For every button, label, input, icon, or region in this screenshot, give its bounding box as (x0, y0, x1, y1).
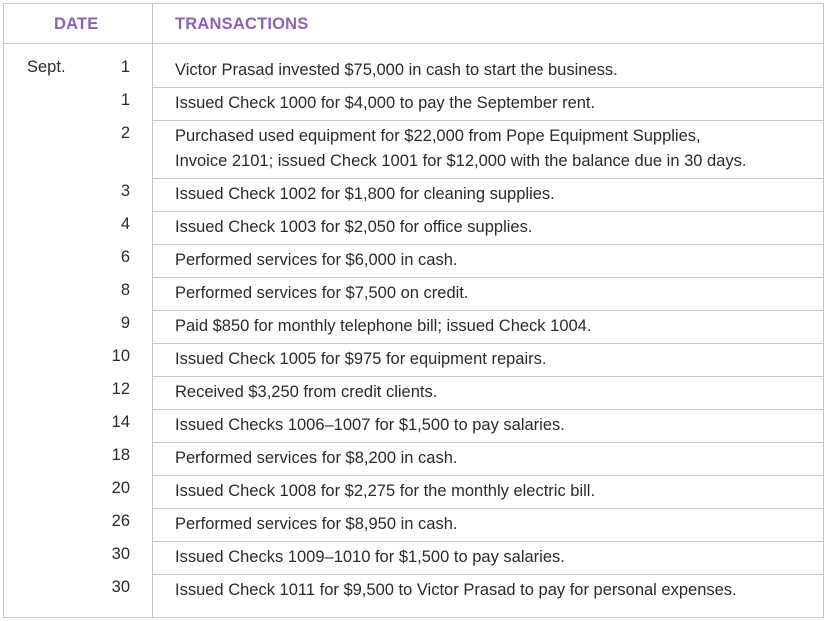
row-divider (152, 178, 823, 179)
row-day: 26 (111, 512, 130, 530)
row-description: Issued Check 1003 for $2,050 for office supplies. (175, 218, 533, 236)
row-description: Issued Checks 1006–1007 for $1,500 to pay salaries. (175, 416, 565, 434)
month-label: Sept. (27, 58, 66, 76)
row-divider (152, 277, 823, 278)
transactions-column-header: TRANSACTIONS (175, 15, 309, 33)
row-day: 9 (120, 314, 130, 332)
row-description: Issued Check 1011 for $9,500 to Victor Prasad to pay for personal expenses. (175, 581, 737, 599)
date-column-header: DATE (54, 15, 99, 33)
row-divider (152, 244, 823, 245)
row-day: 1 (120, 58, 130, 76)
row-divider (152, 574, 823, 575)
row-day: 2 (120, 124, 130, 142)
row-divider (152, 120, 823, 121)
row-description: Performed services for $7,500 on credit. (175, 284, 469, 302)
row-day: 3 (120, 182, 130, 200)
row-divider (152, 343, 823, 344)
row-description: Performed services for $6,000 in cash. (175, 251, 458, 269)
row-divider (152, 310, 823, 311)
row-divider (152, 409, 823, 410)
row-day: 20 (111, 479, 130, 497)
row-day: 4 (120, 215, 130, 233)
row-day: 10 (111, 347, 130, 365)
row-description: Paid $850 for monthly telephone bill; issued Check 1004. (175, 317, 592, 335)
row-divider (152, 508, 823, 509)
row-description: Issued Checks 1009–1010 for $1,500 to pay salaries. (175, 548, 565, 566)
transactions-table (3, 3, 824, 618)
row-divider (152, 376, 823, 377)
row-day: 8 (120, 281, 130, 299)
row-description: Purchased used equipment for $22,000 from Pope Equipment Supplies, (175, 127, 701, 145)
row-day: 14 (111, 413, 130, 431)
row-description: Issued Check 1000 for $4,000 to pay the September rent. (175, 94, 596, 112)
row-description: Issued Check 1005 for $975 for equipment repairs. (175, 350, 547, 368)
row-day: 30 (111, 578, 130, 596)
row-description: Issued Check 1002 for $1,800 for cleaning supplies. (175, 185, 555, 203)
row-divider (152, 87, 823, 88)
row-description: Issued Check 1008 for $2,275 for the monthly electric bill. (175, 482, 596, 500)
header-divider (4, 43, 823, 44)
row-divider (152, 541, 823, 542)
row-description: Received $3,250 from credit clients. (175, 383, 438, 401)
row-divider (152, 475, 823, 476)
row-day: 18 (111, 446, 130, 464)
row-day: 30 (111, 545, 130, 563)
row-divider (152, 211, 823, 212)
row-divider (152, 442, 823, 443)
row-description: Invoice 2101; issued Check 1001 for $12,000 with the balance due in 30 days. (175, 152, 747, 170)
row-description: Performed services for $8,950 in cash. (175, 515, 458, 533)
row-description: Performed services for $8,200 in cash. (175, 449, 458, 467)
row-description: Victor Prasad invested $75,000 in cash to start the business. (175, 61, 618, 79)
row-day: 6 (120, 248, 130, 266)
row-day: 1 (120, 91, 130, 109)
row-day: 12 (111, 380, 130, 398)
